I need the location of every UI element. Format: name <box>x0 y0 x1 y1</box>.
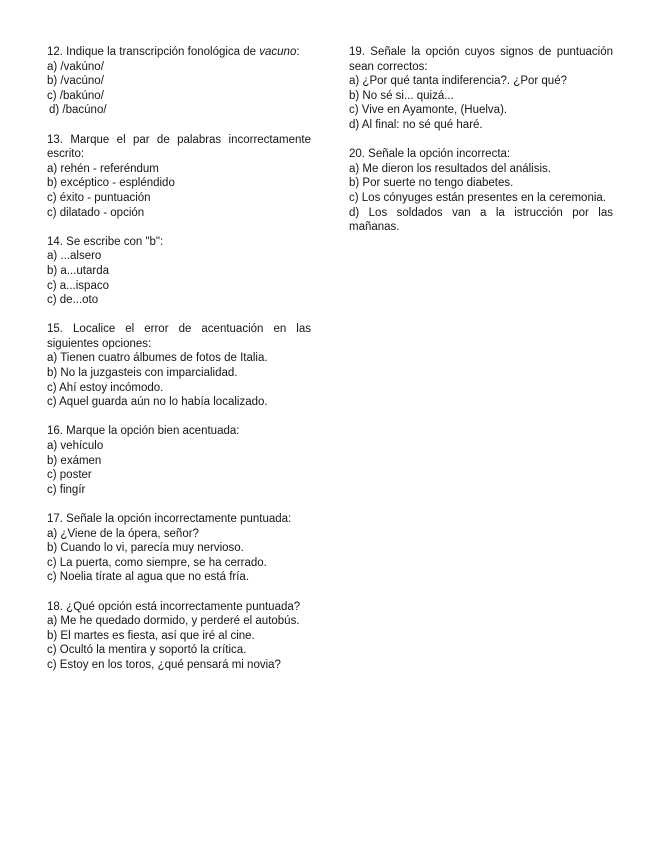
option-d: c) Estoy en los toros, ¿qué pensará mi novia? <box>47 658 281 671</box>
prompt-end: : <box>296 46 300 58</box>
question-prompt: 14. Se escribe con "b": <box>47 235 164 248</box>
option-b: b) excéptico - espléndido <box>47 177 175 190</box>
option-b: b) El martes es fiesta, así que iré al cine. <box>47 629 255 642</box>
option-b: b) exámen <box>47 454 102 467</box>
option-c: c) Ocultó la mentira y soportó la crítica. <box>47 644 247 657</box>
option-a: a) rehén - referéndum <box>47 162 159 175</box>
question-prompt: 13. Marque el par de palabras incorrectamente escrito: <box>47 133 311 161</box>
left-column <box>47 45 311 687</box>
question-16 <box>47 424 311 497</box>
question-prompt <box>47 45 311 60</box>
option-c: c) poster <box>47 469 92 482</box>
option-b: b) /vacúno/ <box>47 75 104 88</box>
option-c: c) /bakúno/ <box>47 89 104 102</box>
question-20 <box>349 147 613 235</box>
question-13 <box>47 133 311 221</box>
option-c: c) a...ispaco <box>47 279 109 292</box>
question-prompt: 17. Señale la opción incorrectamente puntuada: <box>47 513 292 525</box>
prompt-word: vacuno <box>259 46 297 58</box>
question-15 <box>47 322 311 410</box>
option-b: b) Por suerte no tengo diabetes. <box>349 177 514 190</box>
option-b: b) No sé si... quizá... <box>349 89 454 102</box>
prompt-text: 12. Indique la transcripción fonológica de <box>47 46 257 58</box>
option-c: c) La puerta, como siempre, se ha cerrado. <box>47 556 267 569</box>
option-d: d) /bacúno/ <box>49 104 107 117</box>
question-12 <box>47 45 311 118</box>
question-14 <box>47 235 311 308</box>
option-d: c) de...oto <box>47 294 99 307</box>
option-d: c) Noelia tírate al agua que no está fría. <box>47 571 250 584</box>
question-19 <box>349 45 613 133</box>
question-prompt: 19. Señale la opción cuyos signos de puntuación sean correctos: <box>349 46 613 73</box>
option-d: d) Los soldados van a la istrucción por las mañanas. <box>349 206 613 234</box>
option-a: a) Me dieron los resultados del análisis. <box>349 162 551 175</box>
option-d: c) dilatado - opción <box>47 206 145 219</box>
question-prompt: 20. Señale la opción incorrecta: <box>349 148 511 161</box>
option-a: a) vehículo <box>47 440 104 453</box>
option-a: a) ¿Por qué tanta indiferencia?. ¿Por qué? <box>349 75 567 88</box>
option-d: d) Al final: no sé qué haré. <box>349 118 483 131</box>
question-prompt: 15. Localice el error de acentuación en las siguientes opciones: <box>47 323 311 350</box>
option-a: a) /vakúno/ <box>47 60 104 73</box>
option-c: c) éxito - puntuación <box>47 191 151 204</box>
right-column <box>349 45 613 249</box>
option-c: c) Ahí estoy incómodo. <box>47 381 164 394</box>
option-b: b) No la juzgasteis con imparcialidad. <box>47 367 238 380</box>
question-prompt: 18. ¿Qué opción está incorrectamente puntuada? <box>47 600 301 613</box>
option-a: a) Me he quedado dormido, y perderé el autobús. <box>47 615 300 628</box>
question-18 <box>47 600 311 673</box>
option-b: b) a...utarda <box>47 264 110 277</box>
option-c: c) Vive en Ayamonte, (Huelva). <box>349 104 508 117</box>
option-b: b) Cuando lo vi, parecía muy nervioso. <box>47 542 244 555</box>
option-a: a) Tienen cuatro álbumes de fotos de Italia. <box>47 352 268 365</box>
option-d: c) fingír <box>47 483 86 496</box>
option-a: a) ...alsero <box>47 250 102 263</box>
option-d: c) Aquel guarda aún no lo había localizado. <box>47 396 268 409</box>
option-c: c) Los cónyuges están presentes en la ceremonia. <box>349 191 606 204</box>
question-17 <box>47 512 311 585</box>
option-a: a) ¿Viene de la ópera, señor? <box>47 527 199 540</box>
question-prompt: 16. Marque la opción bien acentuada: <box>47 425 240 438</box>
